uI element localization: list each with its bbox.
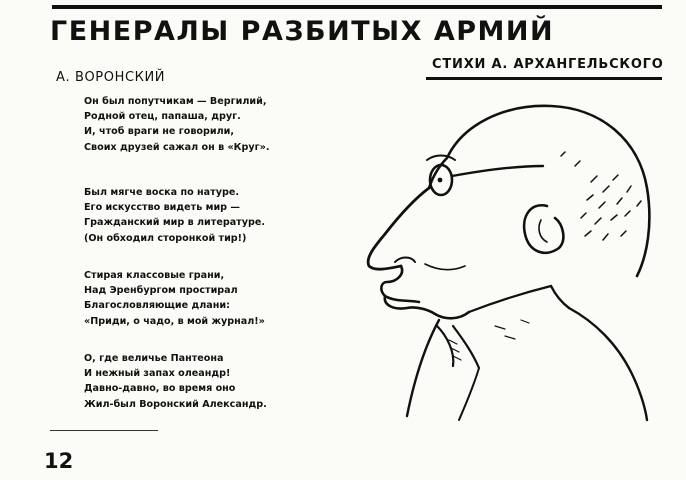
neck: [551, 286, 569, 308]
head-outline: [447, 106, 649, 276]
poem-line: (Он обходил сторонкой тир!): [84, 232, 247, 244]
poem-line: Родной отец, папаша, друг.: [84, 111, 241, 123]
poem-line: Над Эренбургом простирал: [84, 285, 238, 297]
poem-line: О, где величье Пантеона: [84, 353, 224, 364]
ear: [524, 205, 563, 253]
mouth: [381, 266, 419, 302]
shading-strokes: [449, 320, 529, 360]
poem-line: Был мягче воска по натуре.: [84, 187, 239, 198]
jaw: [469, 286, 551, 312]
poem-line: Стирая классовые грани,: [84, 270, 225, 281]
poem-line: Он был попутчикам — Вергилий,: [84, 96, 267, 107]
page-title: ГЕНЕРАЛЫ РАЗБИТЫХ АРМИЙ: [50, 16, 555, 47]
poem-line: Гражданский мир в литературе.: [84, 217, 266, 229]
poem-line: Его искусство видеть мир —: [84, 202, 240, 214]
collar: [437, 326, 479, 368]
jacket: [407, 308, 647, 420]
poem-byline: СТИХИ А. АРХАНГЕЛЬСКОГО: [432, 57, 664, 72]
stanza-2: [84, 185, 265, 246]
poem-line: И, чтоб враги не говорили,: [84, 126, 235, 138]
ear-inner: [539, 220, 547, 242]
poem-line: Давно-давно, во время оно: [84, 383, 236, 395]
poem-addressee: А. ВОРОНСКИЙ: [56, 70, 166, 85]
poem-line: Благословляющие длани:: [84, 300, 230, 312]
stanza-4: [84, 351, 267, 412]
eyebrow: [427, 156, 455, 161]
hair-strokes: [561, 152, 641, 240]
caricature-portrait: [355, 96, 665, 422]
footer-rule: [50, 430, 158, 431]
stanza-1: [84, 94, 270, 155]
poem-line: «Приди, о чадо, в мой журнал!»: [84, 315, 265, 327]
nostril: [395, 258, 415, 263]
stanza-3: [84, 268, 265, 329]
poem-line: И нежный запах олеандр!: [84, 368, 231, 380]
top-rule: [52, 5, 662, 9]
cheek: [425, 264, 465, 270]
glasses-arm: [452, 166, 543, 176]
lapel: [459, 368, 479, 420]
page-number: 12: [44, 449, 74, 473]
poem-line: Жил-был Воронский Александр.: [84, 398, 267, 410]
nose: [368, 188, 429, 269]
eye: [438, 178, 443, 183]
poem-line: Своих друзей сажал он в «Круг».: [84, 141, 270, 153]
